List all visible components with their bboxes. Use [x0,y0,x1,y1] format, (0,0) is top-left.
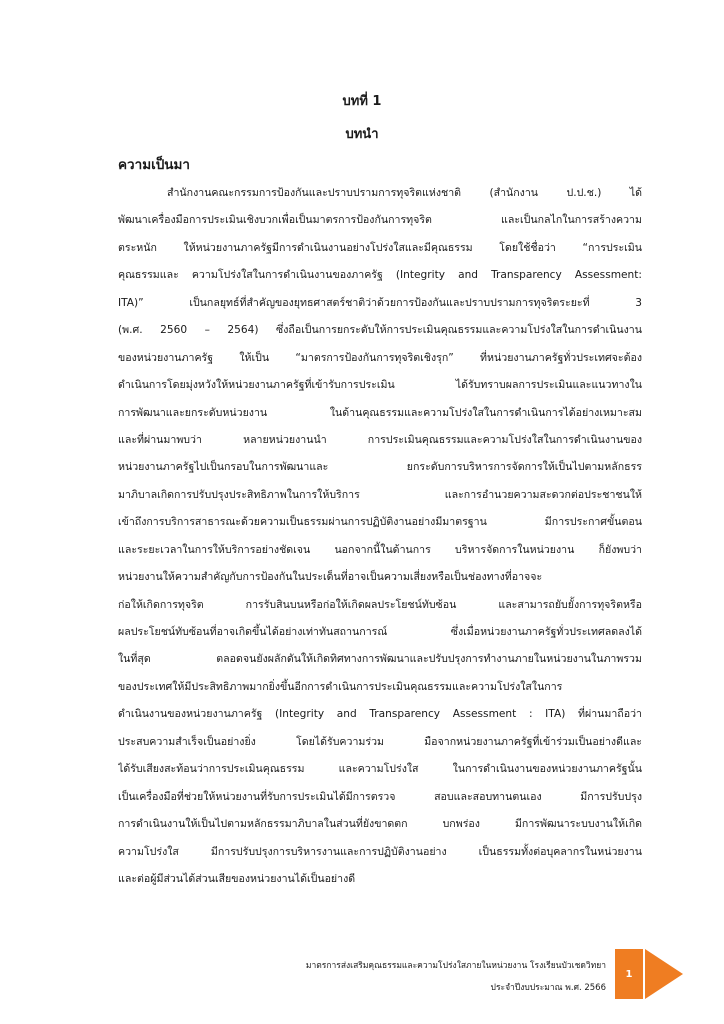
body-line: หน่วยงานภาครัฐไปเป็นกรอบในการพัฒนาและ ยกระดับการบริหารการจัดการให้เป็นไปตามหลักธรร [118,461,642,474]
footer-line-title: มาตรการส่งเสริมคุณธรรมและความโปร่งใสภายในหน่วยงาน โรงเรียนบัวเชดวิทยา [305,961,606,971]
section-heading: ความเป็นมา [118,157,190,173]
body-line: ตระหนัก ให้หน่วยงานภาครัฐมีการดำเนินงานอย่างโปร่งใสและมีคุณธรรม โดยใช้ชื่อว่า “การประเมิน [118,241,642,254]
page-number: 1 [615,949,643,999]
body-line: ความโปร่งใส มีการปรับปรุงการบริหารงานและการปฏิบัติงานอย่าง เป็นธรรมทั้งต่อบุคลากรในหน่วยงาน [118,845,642,858]
body-line: ประสบความสำเร็จเป็นอย่างยิ่ง โดยได้รับความร่วม มือจากหน่วยงานภาครัฐที่เข้าร่วมเป็นอย่างดีและ [118,735,642,748]
body-line: ดำเนินงานของหน่วยงานภาครัฐ (Integrity and Transparency Assessment : ITA) ที่ผ่านมาถือว่า [118,708,642,721]
body-line: ได้รับเสียงสะท้อนว่าการประเมินคุณธรรม และความโปร่งใส ในการดำเนินงานของหน่วยงานภาครัฐนั้น [118,763,642,776]
body-line: การดำเนินงานให้เป็นไปตามหลักธรรมาภิบาลในส่วนที่ยังขาดตก บกพร่อง มีการพัฒนาระบบงานให้เกิด [118,818,642,831]
body-line: และที่ผ่านมาพบว่า หลายหน่วยงานนำ การประเมินคุณธรรมและความโปร่งใสในการดำเนินงานของ [118,433,642,446]
body-line: เข้าถึงการบริการสาธารณะด้วยความเป็นธรรมผ่านการปฏิบัติงานอย่างมีมาตรฐาน มีการประกาศขั้นตอน [118,516,642,529]
chapter-title: บทนำ [345,127,379,142]
footer-text [306,955,606,999]
body-line: ITA)” เป็นกลยุทธ์ที่สำคัญของยุทธศาสตร์ชาติว่าด้วยการป้องกันและปราบปรามการทุจริตระยะที่ 3 [118,296,642,309]
body-line: พัฒนาเครื่องมือการประเมินเชิงบวกเพื่อเป็นมาตรการป้องกันการทุจริต และเป็นกลไกในการสร้างความ [118,214,642,227]
body-line: ผลประโยชน์ทับซ้อนที่อาจเกิดขึ้นได้อย่างเท่าทันสถานการณ์ ซึ่งเมื่อหน่วยงานภาครัฐทั่วประเทศลดลงได้ [118,626,642,638]
body-line: การพัฒนาและยกระดับหน่วยงาน ในด้านคุณธรรมและความโปร่งใสในการดำเนินการได้อย่างเหมาะสม [118,406,642,419]
body-line: หน่วยงานให้ความสำคัญกับการป้องกันในประเด็นที่อาจเป็นความเสี่ยงหรือเป็นช่องทางที่อาจจะ [118,571,543,584]
body-line: คุณธรรมและ ความโปร่งใสในการดำเนินงานของภาครัฐ (Integrity and Transparency Assessment: [118,269,642,282]
chapter-number: บทที่ 1 [342,94,382,109]
body-line: ก่อให้เกิดการทุจริต การรับสินบนหรือก่อให้เกิดผลประโยชน์ทับซ้อน และสามารถยับยั้งการทุจริตหรือ [118,598,642,611]
body-line: ในที่สุด ตลอดจนยังผลักดันให้เกิดทิศทางการพัฒนาและปรับปรุงการทำงานภายในหน่วยงานในภาพรวม [118,653,642,666]
body-text [118,180,642,893]
body-line: ของหน่วยงานภาครัฐ ให้เป็น “มาตรการป้องกันการทุจริตเชิงรุก” ที่หน่วยงานภาครัฐทั่วประเทศจะต้อง [118,351,642,364]
body-line: เป็นเครื่องมือที่ช่วยให้หน่วยงานที่รับการประเมินได้มีการตรวจ สอบและสอบทานตนเอง มีการปรับปรุง [118,790,642,803]
body-line: ดำเนินการโดยมุ่งหวังให้หน่วยงานภาครัฐที่เข้ารับการประเมิน ได้รับทราบผลการประเมินและแนวทางใน [118,379,642,392]
body-line: สำนักงานคณะกรรมการป้องกันและปราบปรามการทุจริตแห่งชาติ (สำนักงาน ป.ป.ช.) ได้ [167,187,642,199]
footer-line-year: ประจำปีงบประมาณ พ.ศ. 2566 [490,983,606,993]
body-line: มาภิบาลเกิดการปรับปรุงประสิทธิภาพในการให้บริการ และการอำนวยความสะดวกต่อประชาชนให้ [118,488,642,501]
body-line: และต่อผู้มีส่วนได้ส่วนเสียของหน่วยงานได้เป็นอย่างดี [118,872,356,885]
body-line: (พ.ศ. 2560 – 2564) ซึ่งถือเป็นการยกระดับให้การประเมินคุณธรรมและความโปร่งใสในการดำเนินงาน [118,324,642,337]
arrow-right-icon [645,949,683,999]
body-line: ของประเทศให้มีประสิทธิภาพมากยิ่งขึ้นอีกการดำเนินการประเมินคุณธรรมและความโปร่งใสในการ [118,680,563,693]
body-line: และระยะเวลาในการให้บริการอย่างชัดเจน นอกจากนี้ในด้านการ บริหารจัดการในหน่วยงาน ก็ยังพบว่า [118,543,642,556]
